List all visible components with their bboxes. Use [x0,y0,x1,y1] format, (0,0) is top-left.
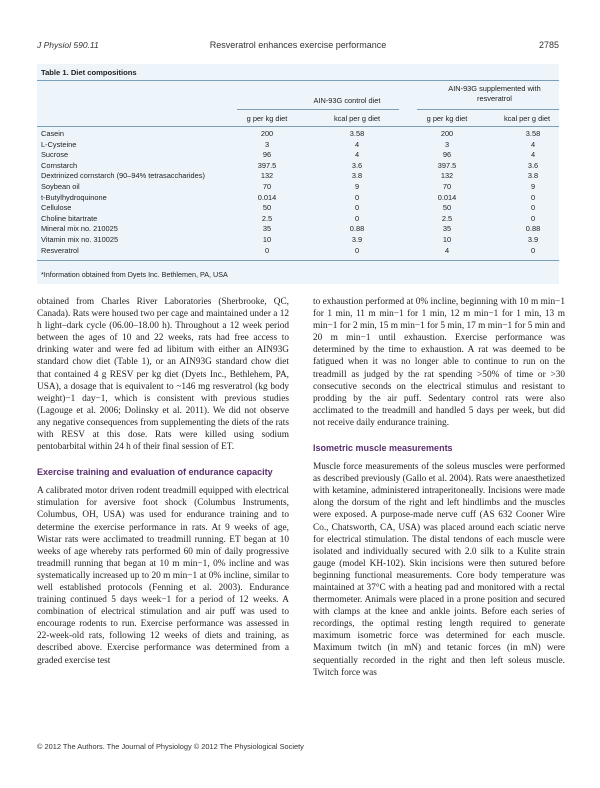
paragraph: obtained from Charles River Laboratories (Sherbrooke, QC, Canada). Rats were housed two per cage and maintained under a 12 h light–dark cycle (06.00–18.00 h). Throughout a 12 week period between the ages of 10 and 22 weeks, rats had free access to drinking water and were fed ad libitum with either an AIN93G standard chow diet (Table 1), or an AIN93G standard chow diet that contained 4 g RESV per kg diet (Dyets Inc., Bethlehem, PA, USA), a dosage that is equivalent to ~146 mg resveratrol (kg body weight)−1 day−1, which is consistent with previous studies (Lagouge et al. 2006; Dolinsky et al. 2011). We did not observe any negative consequences from supplementing the diets of the rats with RESV at this dose. Rats were killed using sodium pentobarbital within 24 h of their final session of ET. [37,297,289,453]
col-header-2: kcal per g diet [333,114,380,123]
table-row: Sucrose 96 4 96 4 [41,150,536,160]
group-header-control: AIN-93G control diet [313,96,381,105]
diet-composition-table [37,64,559,284]
table-row: Dextrinized cornstarch (90–94% tetrasaccharides) 132 3.8 132 3.8 [41,171,539,181]
paragraph: Muscle force measurements of the soleus muscles were performed as described previously (Gallo et al. 2004). Rats were anaesthetized with ketamine, administered intraperitoneally. Incisions were made along the dorsum of the right and left hindlimbs and the muscles were exposed. A purpose-made nerve cuff (AS 632 Cooner Wire Co., Chatsworth, CA, USA) was placed around each sciatic nerve for electrical stimulation. The distal tendons of each muscle were isolated and individually secured with 2.0 silk to a Kulite strain gauge (model KH-102). Skin incisions were then sutured before beginning functional measurements. Core body temperature was maintained at 37°C with a heating pad and monitored with a rectal thermometer. Animals were placed in a prone position and secured with clamps at the knee and ankle joints. Before each series of recordings, the optimal resting length required to generate maximum isometric force was determined for each muscle. Maximum twitch (in mN) and tetanic forces (in mN) were sequentially recorded in the right and then left soleus muscle. Twitch force was [313,462,565,678]
col-header-4: kcal per g diet [503,114,550,123]
group-rule-control [237,109,399,110]
section-heading: Exercise training and evaluation of endurance capacity [37,467,273,478]
paragraph: to exhaustion performed at 0% incline, beginning with 10 m min−1 for 1 min, 11 m min−1 for 1 min, 12 m min−1 for 1 min, 13 m min−1 for 2 min, 15 m min−1 for 5 min, 17 m min−1 for 5 min and 20 m min−1 until exhaustion. Exercise performance was determined by the time to exhaustion. A rat was deemed to be fatigued when it was no longer able to continue to run on the treadmill as judged by the rat spending >50% of time or >30 consecutive seconds on the electrical stimulus and resistant to prodding by the air puff. Sedentary control rats were also acclimated to the treadmill and handled 5 days per week, but did not receive daily endurance training. [313,297,565,428]
table-row: Cellulose 50 0 50 0 [41,203,536,213]
table-rule-header [37,126,559,127]
table-row: Mineral mix no. 210025 35 0.88 35 0.88 [41,224,541,234]
col-header-1: g per kg diet [246,114,288,123]
copyright-footer: © 2012 The Authors. The Journal of Physiology © 2012 The Physiological Society [37,742,304,751]
table-row: Casein 200 3.58 200 3.58 [41,129,541,138]
table-row: Resveratrol 0 0 4 0 [41,245,536,255]
right-column [313,296,565,679]
left-column [37,296,289,667]
table-body [37,129,559,256]
table-row: Choline bitartrate 2.5 0 2.5 0 [41,213,536,223]
table-row: t-Butylhydroquinone 0.014 0 0.014 0 [41,192,536,202]
table-row: Cornstarch 397.5 3.6 397.5 3.6 [41,160,539,170]
paragraph: A calibrated motor driven rodent treadmill equipped with electrical stimulation for aversive foot shock (Columbus Instruments, Columbus, OH, USA) was used for endurance training and to determine the exercise performance in rats. At 9 weeks of age, Wistar rats were acclimated to treadmill running. ET began at 10 weeks of age whereby rats performed 60 min of daily progressive treadmill running that began at 10 m min−1, 0% incline and was systematically increased up to 20 m min−1 at 0% incline, similar to well established protocols (Fenning et al. 2003). Endurance training continued 5 days week−1 for a period of 12 weeks. A combination of electrical stimulation and air puff was used to encourage rodents to run. Exercise performance was assessed in 22-week-old rats, following 12 weeks of diets and training, as described above. Exercise performance was determined from a graded exercise test [37,486,289,666]
table-footnote: *Information obtained from Dyets Inc. Bethlemen, PA, USA [41,270,228,279]
col-header-3: g per kg diet [426,114,468,123]
running-header [37,40,559,54]
table-row: L-Cysteine 3 4 3 4 [41,139,536,149]
group-header-resveratrol: AIN-93G supplemented with resveratrol [448,84,541,103]
journal-label: J Physiol 590.11 [37,40,99,50]
table-rule-bottom [37,260,559,261]
table-row: Vitamin mix no. 310025 10 3.9 10 3.9 [41,234,539,244]
table-rule-top [37,80,559,81]
running-title: Resveratrol enhances exercise performance [209,40,387,50]
group-rule-resveratrol [417,109,559,110]
table-row: Soybean oil 70 9 70 9 [41,181,536,191]
table-title: Table 1. Diet compositions [41,68,137,77]
section-heading: Isometric muscle measurements [313,443,453,454]
page-number: 2785 [538,40,559,50]
